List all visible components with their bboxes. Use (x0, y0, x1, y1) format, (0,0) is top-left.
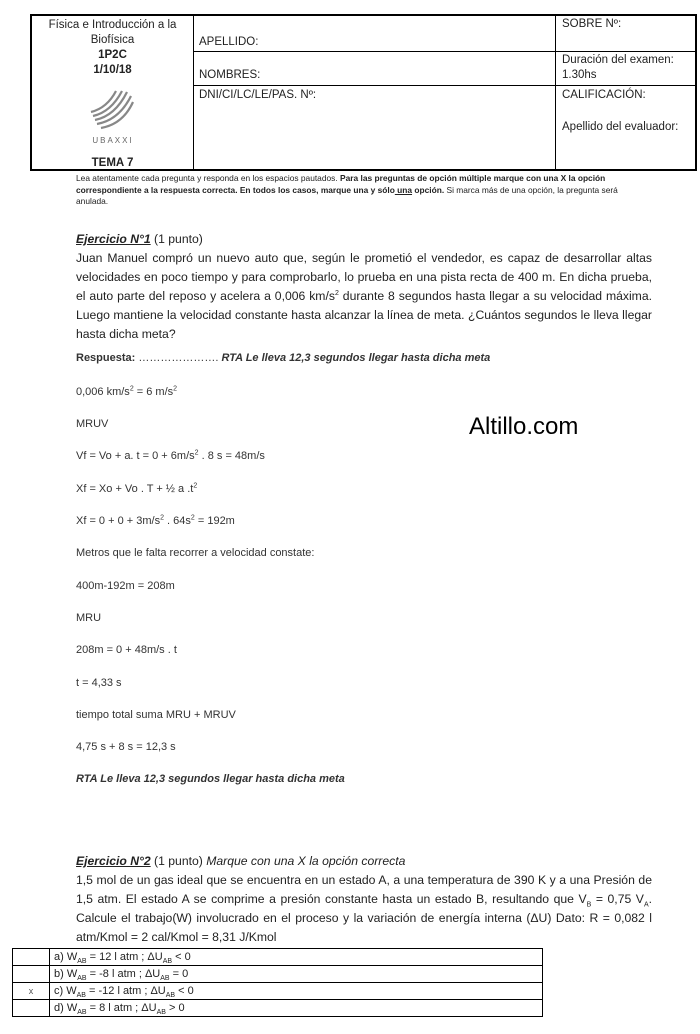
duracion-field (556, 52, 697, 86)
sobre-field[interactable] (556, 16, 697, 52)
option-mark-c[interactable]: x (13, 983, 50, 1000)
exercise-2-title: Ejercicio N°2 (76, 854, 151, 868)
dni-label: DNI/CI/LC/LE/PAS. Nº: (199, 89, 317, 101)
exercise-2-points: (1 punto) (150, 854, 207, 868)
exercise-1-points: (1 punto) (150, 232, 203, 246)
respuesta-line (76, 352, 490, 364)
calc-line-3: Vf = Vo + a. $t = 0 + 6m/s^2$ . 8 s = 48m/s (76, 449, 265, 462)
apellido-label: APELLIDO: (199, 36, 259, 48)
exam-admin-info (556, 16, 697, 169)
exercise-2-statement: Ejercicio N°2 (1 punto) Marque con una X la opción correcta 1,5 mol de un gas ideal que se encuentra en un estado A, a una temperatura de 390 K y a una Presión de 1,5 atm. El estado A se comprime a presión constante hasta un estado B, resultando que $V_B = 0,75$ $V_A$. Calcule el trabajo(W) involucrado en el proceso y la variación de energía interna (ΔU) Dato: R = 0,082 l atm/Kmol = 2 cal/Kmol = 8,31 J/Kmol (76, 854, 652, 944)
watermark: Altillo.com (469, 413, 579, 440)
option-mark-b[interactable] (13, 966, 50, 983)
student-fields (193, 16, 556, 169)
respuesta-label: Respuesta: (76, 352, 136, 364)
nombres-label: NOMBRES: (199, 69, 261, 81)
calc-line-10: t = 4,33 s (76, 677, 122, 689)
exam-code: 1P2C (98, 49, 127, 61)
option-text-c: c) $W_{AB} = -12$ l atm ; $\Delta U_{AB} < 0$ (50, 983, 543, 1000)
options-table (12, 948, 543, 1017)
instructions (76, 173, 652, 208)
ubaxxi-logo-icon (81, 86, 145, 148)
calc-line-5: $Xf = 0 + 0 + 3m/s^2$ . $64s^2 = 192m$ (76, 514, 235, 527)
calc-line-7: 400m-192m = 208m (76, 580, 175, 592)
calc-line-12: 4,75 s + 8 s = 12,3 s (76, 741, 176, 753)
option-row-a[interactable] (13, 949, 543, 966)
calificacion-label: CALIFICACIÓN: (562, 89, 646, 101)
calc-line-6: Metros que le falta recorrer a velocidad constate: (76, 547, 315, 559)
respuesta-dots: …………………. (135, 352, 219, 364)
course-name: Física e Introducción a la Biofísica (48, 19, 177, 46)
option-row-d[interactable] (13, 1000, 543, 1017)
calc-line-1: 0,006 $km/s^2 = 6$ $m/s^2$ (76, 385, 178, 398)
evaluador-label: Apellido del evaluador: (562, 121, 679, 133)
instructions-part3: una (394, 184, 413, 195)
option-text-b: b) $W_{AB} = -8$ l atm ; $\Delta U_{AB} = 0$ (50, 966, 543, 983)
calc-line-4: Xf = Xo + Vo . T + ½ a $.t^2$ (76, 482, 198, 495)
exercise-1-text-b: durante 8 segundos hasta llegar a su velocidad máxima. Luego mantiene la velocidad constante hasta alcanzar la línea de meta. ¿Cuántos segundos le lleva llegar hasta dicha meta? (76, 289, 653, 341)
duracion-label: Duración del examen: (562, 54, 674, 66)
tema-label: TEMA 7 (91, 157, 134, 169)
sobre-label: SOBRE Nº: (562, 18, 622, 30)
logo-text: UBAXXI (91, 136, 134, 145)
exam-header (30, 14, 697, 171)
nombres-field[interactable] (193, 52, 555, 86)
option-row-b[interactable] (13, 966, 543, 983)
sup-2: 2 (334, 289, 339, 297)
option-row-c[interactable] (13, 983, 543, 1000)
exercise-1-title: Ejercicio N°1 (76, 232, 151, 246)
instructions-part1: Lea atentamente cada pregunta y responda en los espacios pautados. (76, 173, 341, 183)
calc-line-11: tiempo total suma MRU + MRUV (76, 709, 236, 721)
option-text-a: a) $W_{AB} = 12$ l atm ; $\Delta U_{AB} < 0$ (50, 949, 543, 966)
option-text-d: d) $W_{AB} = 8$ l atm ; $\Delta U_{AB} > 0$ (50, 1000, 543, 1017)
instructions-part2: Para las preguntas de opción múltiple marque con una X la opción correspondiente a la respuesta correcta. En todos los casos, marque una y sólo (76, 173, 606, 195)
option-mark-d[interactable] (13, 1000, 50, 1017)
calc-line-9: 208m = 0 + 48m/s . t (76, 644, 177, 656)
exam-date: 1/10/18 (93, 64, 132, 76)
exercise-1-statement (76, 230, 652, 344)
calificacion-field[interactable] (556, 86, 697, 171)
apellido-field[interactable] (193, 16, 555, 52)
exercise-2-instruction: Marque con una X la opción correcta (206, 854, 406, 868)
dni-field[interactable] (193, 86, 555, 171)
instructions-part5: Si marca más de una opción, la pregunta será anulada. (76, 184, 618, 206)
course-info (32, 16, 194, 169)
duracion-value: 1.30hs (562, 69, 597, 81)
calc-line-13: RTA Le lleva 12,3 segundos llegar hasta dicha meta (76, 773, 345, 785)
respuesta-text: RTA Le lleva 12,3 segundos llegar hasta dicha meta (218, 352, 491, 364)
option-mark-a[interactable] (13, 949, 50, 966)
instructions-part4: opción. (412, 184, 445, 195)
calc-line-2: MRUV (76, 418, 109, 430)
calc-line-8: MRU (76, 612, 102, 624)
exercise-1-text-a: Juan Manuel compró un nuevo auto que, según le prometió el vendedor, es capaz de desarrollar altas velocidades en poco tiempo y para comprobarlo, lo prueba en una pista recta de 400 m. En dicha prueba, el auto parte del reposo y acelera a 0,006 km/s (76, 251, 652, 303)
